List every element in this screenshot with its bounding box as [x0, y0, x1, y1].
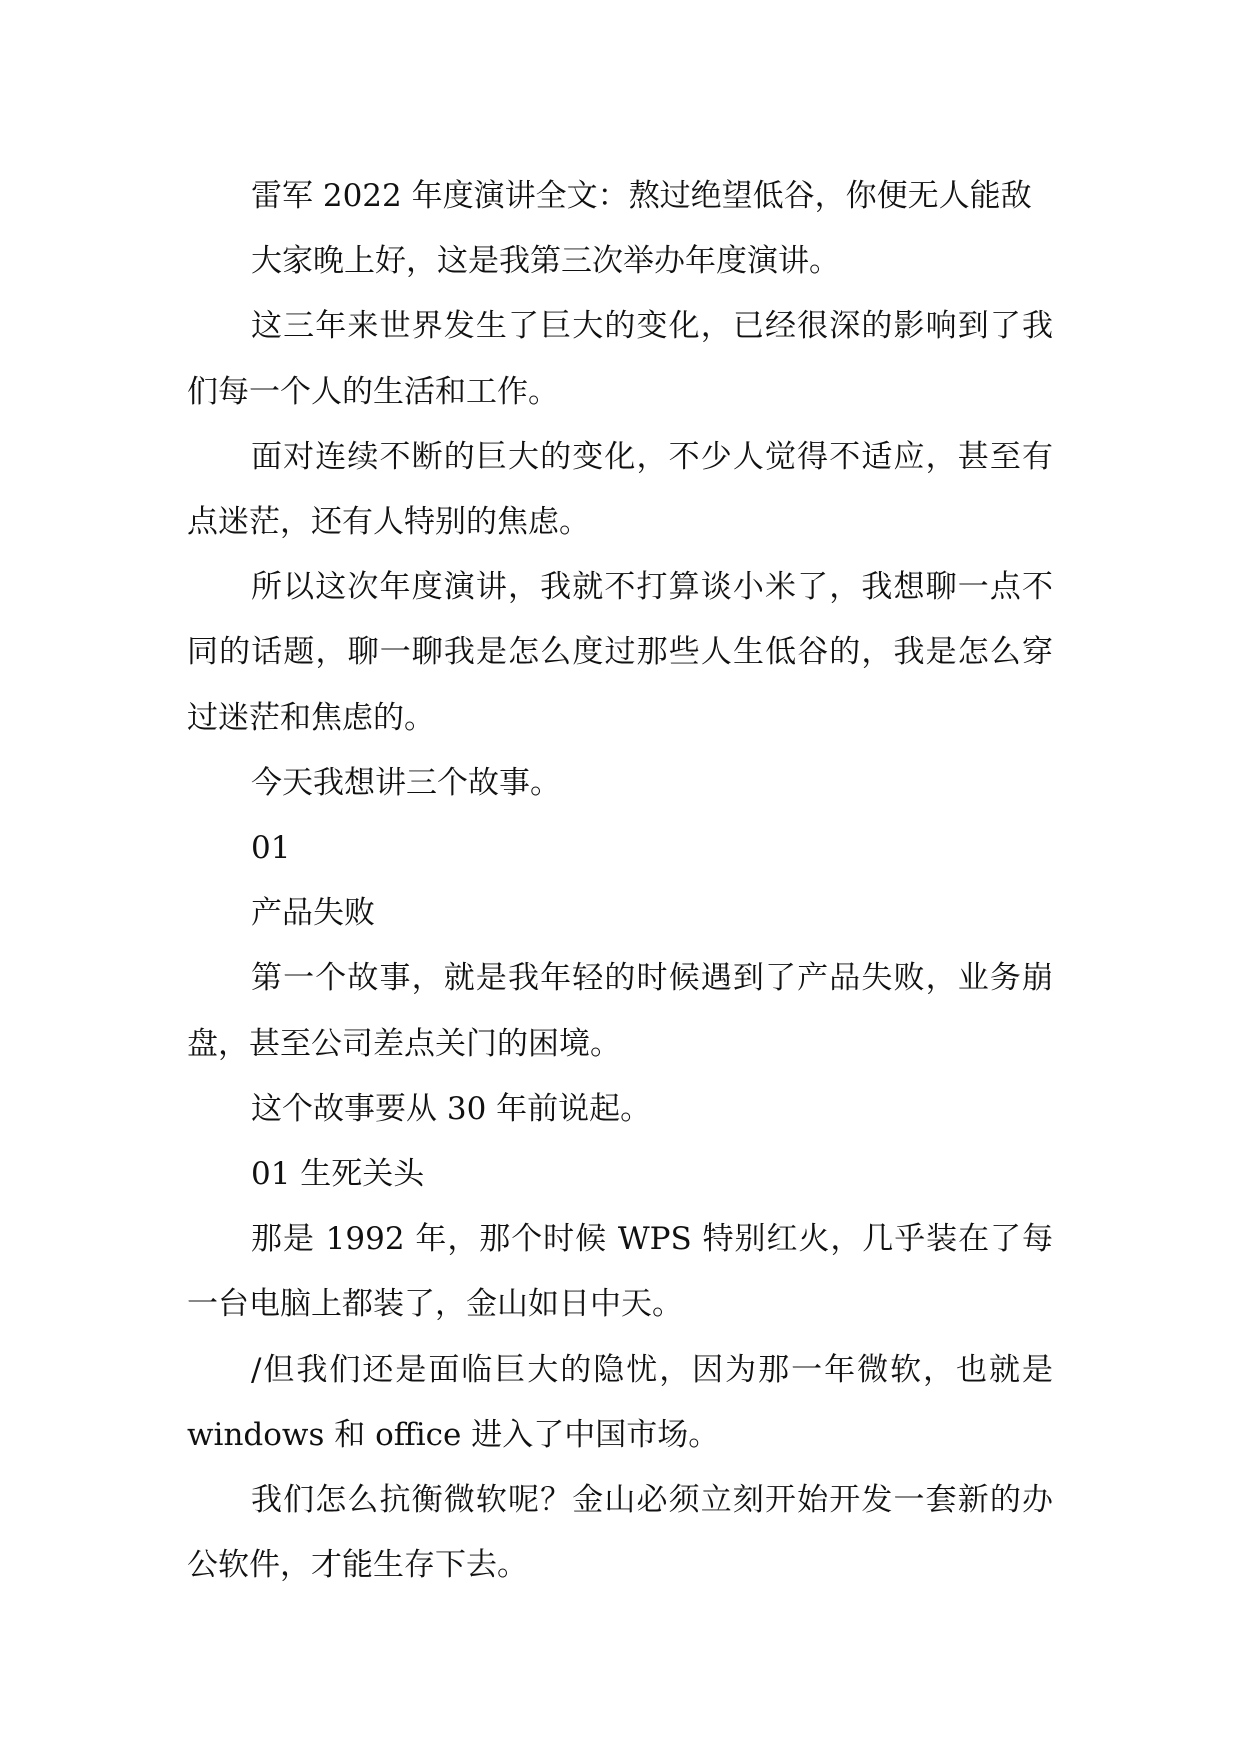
section-heading: 产品失败 [251, 895, 375, 932]
paragraph: 面对连续不断的巨大的变化，不少人觉得不适应，甚至有点迷茫，还有人特别的焦虑。 [187, 438, 1053, 541]
document-title: 雷军 2022 年度演讲全文：熬过绝望低谷，你便无人能敌 [251, 178, 1032, 214]
paragraph: 第一个故事，就是我年轻的时候遇到了产品失败，业务崩盘，甚至公司差点关门的困境。 [187, 960, 1053, 1062]
paragraph: 那是 1992 年，那个时候 WPS 特别红火，几乎装在了每一台电脑上都装了，金山如日中天。 [187, 1221, 1053, 1323]
paragraph: 大家晚上好，这是我第三次举办年度演讲。 [251, 243, 840, 280]
paragraph: 今天我想讲三个故事。 [251, 764, 561, 801]
paragraph: 我们怎么抗衡微软呢？金山必须立刻开始开发一套新的办公软件，才能生存下去。 [187, 1482, 1053, 1584]
paragraph: 所以这次年度演讲，我就不打算谈小米了，我想聊一点不同的话题，聊一聊我是怎么度过那些人生低谷的，我是怎么穿过迷茫和焦虑的。 [187, 569, 1053, 736]
paragraph: /但我们还是面临巨大的隐忧，因为那一年微软，也就是 windows 和 office 进入了中国市场。 [187, 1351, 1053, 1453]
subsection-heading: 01 生死关头 [251, 1156, 425, 1193]
paragraph: 这个故事要从 30 年前说起。 [251, 1090, 652, 1127]
paragraph: 这三年来世界发生了巨大的变化，已经很深的影响到了我们每一个人的生活和工作。 [187, 308, 1053, 410]
section-number: 01 [251, 830, 291, 867]
document-body [187, 164, 1053, 1598]
